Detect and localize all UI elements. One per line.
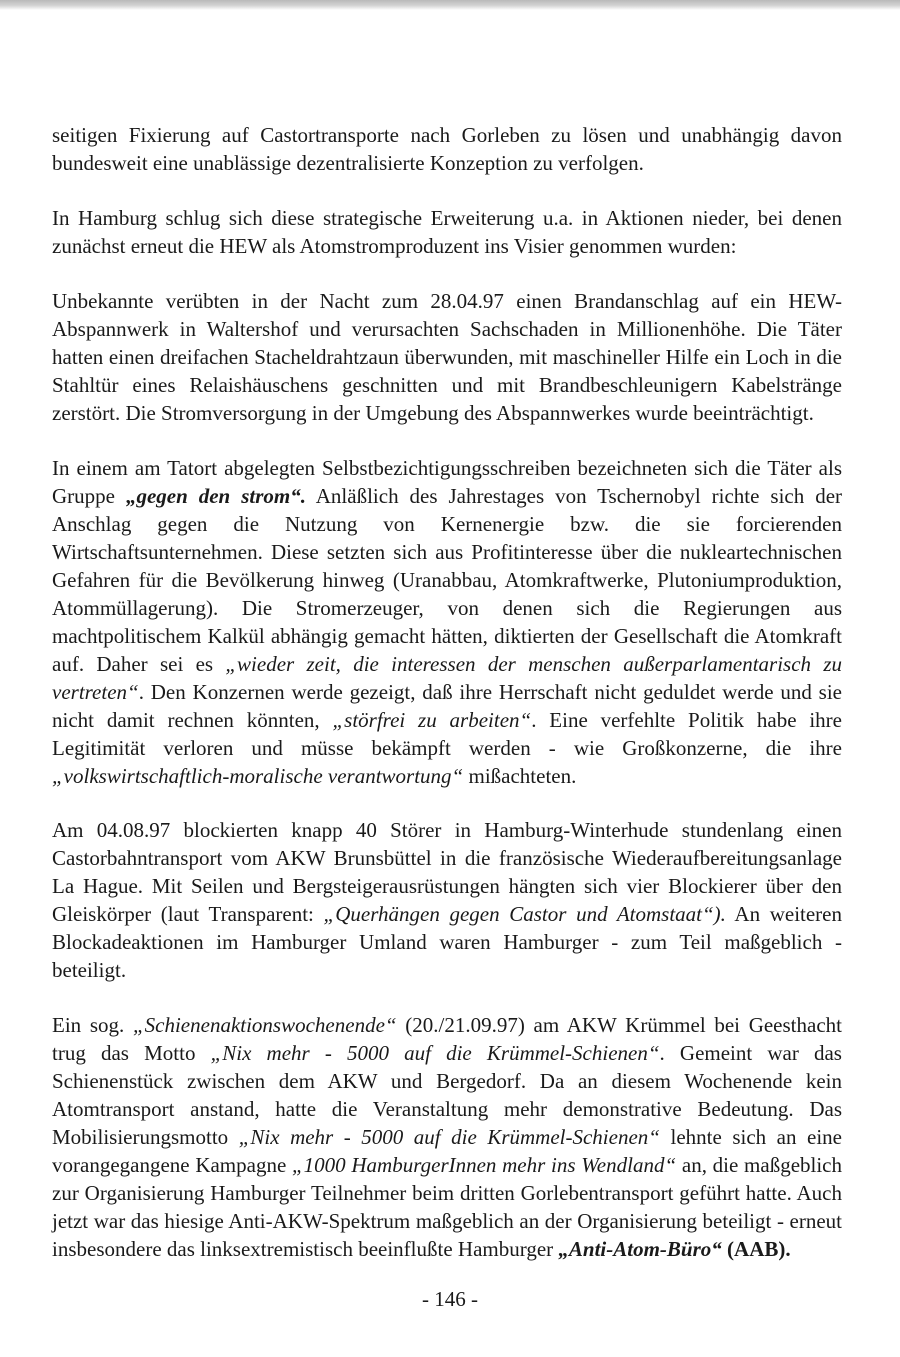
paragraph-4-text: In einem am Tatort abgelegten Selbstbezichtigungsschreiben bezeichneten sich die Täter als Gruppe bbox=[52, 456, 842, 508]
quote-interessen: „wieder zeit, die interessen der menschen außerparlamentarisch zu vertreten“ bbox=[52, 652, 843, 704]
quote-motto: „Nix mehr - 5000 auf die Krümmel-Schienen“ bbox=[210, 1041, 660, 1065]
paragraph-2: In Hamburg schlug sich diese strategische Erweiterung u.a. in Aktionen nieder, bei denen zunächst erneut die HEW als Atomstromproduzent ins Visier genommen wurden: bbox=[52, 206, 842, 258]
paragraph-5-text: An weiteren Blockadeaktionen im Hamburger Umland waren Hamburger - zum Teil maßgeblich - beteiligt. bbox=[52, 902, 842, 982]
paragraph-6-text: Ein sog. bbox=[52, 1013, 133, 1037]
paragraph-4-text: Anläßlich des Jahrestages von Tschernobyl richte sich der Anschlag gegen die Nutzung von Kernenergie bzw. die sie forcierenden Wirtschaftsunternehmen. Diese setzten sich aus Profitinteresse über die nukleartechnischen Gefahren für die Bevölkerung hinweg (Uranabbau, Atomkraftwerke, Plutoniumproduktion, Atommüllagerung). Die Stromerzeuger, von denen sich die Regierungen aus machtpolitischem Kalkül abhängig gemacht hätten, diktierten der Gesellschaft die Atomkraft auf. Daher sei es bbox=[52, 484, 843, 676]
quote-verantwortung: „volkswirtschaftlich-moralische verantwortung“ bbox=[52, 764, 464, 788]
paragraph-4-text: mißachteten. bbox=[463, 764, 577, 788]
paragraph-6-text: lehnte sich an eine vorangegangene Kampagne bbox=[52, 1125, 842, 1177]
scan-top-edge bbox=[0, 0, 900, 10]
quote-schienenaktion: „Schienenaktionswochenende“ bbox=[132, 1013, 397, 1037]
quote-anti-atom-buero: „Anti-Atom-Büro“ bbox=[558, 1237, 722, 1261]
quote-stoerfrei: „störfrei zu arbeiten“ bbox=[332, 708, 532, 732]
quote-kampagne: „1000 HamburgerInnen mehr ins Wendland“ bbox=[292, 1153, 677, 1177]
paragraph-3: Unbekannte verübten in der Nacht zum 28.04.97 einen Brandanschlag auf ein HEW-Abspannwerk in Waltershof und verursachten Sachschaden in Millionenhöhe. Die Täter hatten einen dreifachen Stacheldrahtzaun überwunden, mit maschineller Hilfe ein Loch in die Stahltür eines Relaishäuschens geschnitten und mit Brandbeschleunigern Kabelstränge zerstört. Die Stromversorgung in der Umgebung des Abspannwerkes wurde beeinträchtigt. bbox=[52, 289, 842, 425]
quote-mobilisierungsmotto: „Nix mehr - 5000 auf die Krümmel-Schienen“ bbox=[238, 1125, 660, 1149]
paragraph-6 bbox=[52, 1011, 842, 1263]
paragraph-4-text: . Eine verfehlte Politik habe ihre Legitimität verloren und müsse bekämpft werden - wie Großkonzerne, die ihre bbox=[52, 708, 842, 760]
document-page bbox=[52, 121, 842, 1263]
paragraph-6-text: (20./21.09.97) am AKW Krümmel bei Geesthacht trug das Motto bbox=[52, 1013, 842, 1065]
paragraph-5-text: Am 04.08.97 blockierten knapp 40 Störer in Hamburg-Winterhude stundenlang einen Castorbahntransport vom AKW Brunsbüttel in die französische Wiederaufbereitungsanlage La Hague. Mit Seilen und Bergsteigerausrüstungen hängten sich vier Blockierer über den Gleiskörper (laut Transparent: bbox=[52, 818, 842, 926]
paragraph-1: seitigen Fixierung auf Castortransporte nach Gorleben zu lösen und unabhängig davon bundesweit eine unablässige dezentralisierte Konzeption zu verfolgen. bbox=[52, 123, 842, 175]
page-number: - 146 - bbox=[422, 1287, 478, 1311]
aab-abbreviation: (AAB). bbox=[721, 1237, 791, 1261]
group-name-quote: „gegen den strom“. bbox=[125, 484, 306, 508]
paragraph-5 bbox=[52, 816, 842, 984]
quote-transparent: „Querhängen gegen Castor und Atomstaat“). bbox=[323, 902, 726, 926]
paragraph-6-text: an, die maßgeblich zur Organisierung Hamburger Teilnehmer beim dritten Gorlebentransport geführt hatte. Auch jetzt war das hiesige Anti-AKW-Spektrum maßgeblich an der Organisierung beteiligt - erneut insbesondere das linksextremistisch beeinflußte Hamburger bbox=[52, 1153, 842, 1261]
paragraph-4 bbox=[52, 454, 842, 790]
paragraph-4-text: . Den Konzernen werde gezeigt, daß ihre Herrschaft nicht geduldet werde und sie nicht damit rechnen könnten, bbox=[52, 680, 842, 732]
paragraph-6-text: . Gemeint war das Schienenstück zwischen dem AKW und Bergedorf. Da an diesem Wochenende kein Atomtransport anstand, hatte die Veranstaltung mehr demonstrative Bedeutung. Das Mobilisierungsmotto bbox=[52, 1041, 842, 1149]
